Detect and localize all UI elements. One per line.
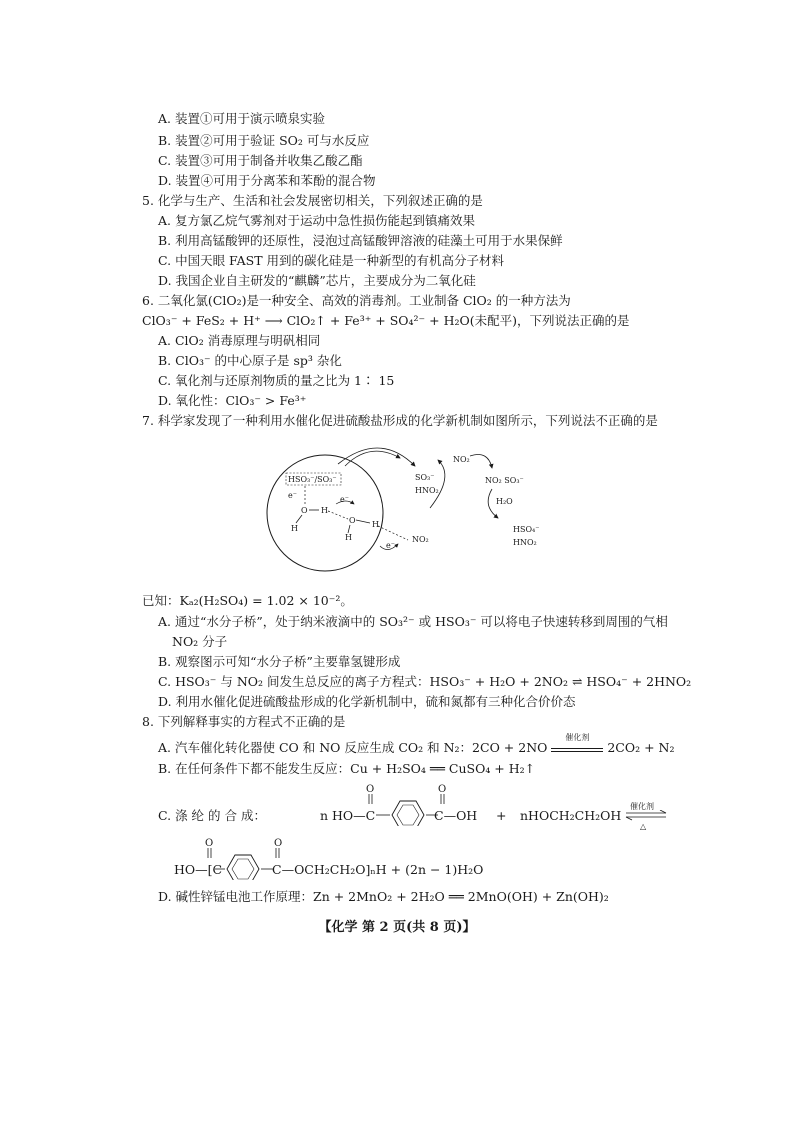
label-no2-b: NO₂ [453,455,470,464]
label-e-1: e⁻ [288,491,297,500]
label-h-2: H [372,520,379,529]
page-footer: 【化学 第 2 页(共 8 页)】 [318,920,476,935]
q7-option-a: A. 通过“水分子桥”，处于纳米液滴中的 SO₃²⁻ 或 HSO₃⁻ 可以将电子快速转移到周围的气相 [158,614,668,629]
q5-stem: 5. 化学与生产、生活和社会发展密切相关，下列叙述正确的是 [142,193,483,208]
catalyst-arrow [551,733,603,752]
q8-stem: 8. 下列解释事实的方程式不正确的是 [142,714,346,729]
label-o-1: O [301,506,308,515]
q8-option-c-plus: + [496,808,507,823]
label-h-1b: H [291,524,298,533]
q8-option-c-o4: O [274,838,283,849]
q7-stem: 7. 科学家发现了一种利用水催化促进硫酸盐形成的化学新机制如图所示，下列说法不正确的是 [142,413,658,428]
q8-option-d: D. 碱性锌锰电池工作原理：Zn + 2MnO₂ + 2H₂O ══ 2MnO(OH) + Zn(OH)₂ [158,889,609,904]
q6-stem: 6. 二氧化氯(ClO₂)是一种安全、高效的消毒剂。工业制备 ClO₂ 的一种方法为 [142,293,571,308]
q6-option-b: B. ClO₃⁻ 的中心原子是 sp³ 杂化 [158,353,342,368]
q7-known: 已知：Kₐ₂(H₂SO₄) = 1.02 × 10⁻²。 [142,593,353,608]
q4-option-b: B. 装置②可用于验证 SO₂ 可与水反应 [158,133,370,148]
q6-option-c: C. 氧化剂与还原剂物质的量之比为 1∶ 15 [158,373,395,388]
q5-option-c: C. 中国天眼 FAST 用到的碳化硅是一种新型的有机高分子材料 [158,253,505,268]
catalyst-label: 催化剂 [565,733,590,742]
q7-option-a-cont: NO₂ 分子 [172,634,228,649]
q8-option-c-o2: O [438,784,447,795]
q8-option-c-cond-bot: △ [640,822,647,831]
q8-option-c-cond-top: 催化剂 [630,802,654,811]
q8-option-c-oh: C—OH [434,808,478,823]
label-hno2-a: HNO₂ [415,486,439,495]
q6-equation: ClO₃⁻ + FeS₂ + H⁺ ⟶ ClO₂↑ + Fe³⁺ + SO₄²⁻ + H₂O(未配平)，下列说法正确的是 [142,313,630,328]
q6-option-a: A. ClO₂ 消毒原理与明矾相同 [158,333,321,348]
label-e-2: e⁻ [340,495,349,504]
q8-option-c-prod-pre: HO—[C [174,862,223,877]
q7-option-b: B. 观察图示可知“水分子桥”主要靠氢键形成 [158,654,401,669]
q5-option-a: A. 复方氯乙烷气雾剂对于运动中急性损伤能起到镇痛效果 [158,213,475,228]
q6-option-d: D. 氧化性：ClO₃⁻ > Fe³⁺ [158,393,307,408]
q8-option-c-label: C. 涤 纶 的 合 成： [158,808,266,823]
q7-mechanism-diagram [260,436,560,586]
q5-option-d: D. 我国企业自主研发的“麒麟”芯片，主要成分为二氧化硅 [158,273,476,288]
label-h-2b: H [345,533,352,542]
q8-option-c-glycol: nHOCH₂CH₂OH [520,808,622,823]
label-so3: SO₃⁻ [415,473,435,482]
q8-option-b: B. 在任何条件下都不能发生反应：Cu + H₂SO₄ ══ CuSO₄ + H₂↑ [158,761,536,776]
label-no2-so3: NO₂ SO₃⁻ [485,476,524,485]
q8-option-a-post: 2CO₂ + N₂ [607,740,675,755]
q8-option-c-n: n [320,808,329,823]
label-o-2: O [349,516,356,525]
q8-option-c-prod-mid: C—OCH₂CH₂O]ₙH + (2n − 1)H₂O [272,862,484,877]
q5-option-b: B. 利用高锰酸钾的还原性，浸泡过高锰酸钾溶液的硅藻土可用于水果保鲜 [158,233,563,248]
label-hso4: HSO₄⁻ [513,525,540,534]
q8-option-c-o1: O [366,784,375,795]
q8-option-a [158,733,675,757]
label-no2-a: NO₂ [412,535,429,544]
q7-option-d: D. 利用水催化促进硫酸盐形成的化学新机制中，硫和氮都有三种化合价价态 [158,694,576,709]
q8-option-c-ho: HO—C [332,808,376,823]
label-h2o: H₂O [496,497,513,506]
label-e-3: e⁻ [386,541,395,550]
label-h-1: H [321,506,328,515]
q8-option-a-pre: A. 汽车催化转化器使 CO 和 NO 反应生成 CO₂ 和 N₂：2CO + 2NO [158,740,548,755]
label-hno2-b: HNO₂ [513,538,537,547]
q8-option-c-o3: O [205,838,214,849]
q4-option-d: D. 装置④可用于分离苯和苯酚的混合物 [158,173,376,188]
q4-option-a: A. 装置①可用于演示喷泉实验 [158,111,325,126]
label-hso3-so3: HSO₃⁻/SO₃⁻ [288,475,337,484]
q7-option-c: C. HSO₃⁻ 与 NO₂ 间发生总反应的离子方程式：HSO₃⁻ + H₂O + 2NO₂ ⇌ HSO₄⁻ + 2HNO₂ [158,674,692,689]
q4-option-c: C. 装置③可用于制备并收集乙酸乙酯 [158,153,363,168]
